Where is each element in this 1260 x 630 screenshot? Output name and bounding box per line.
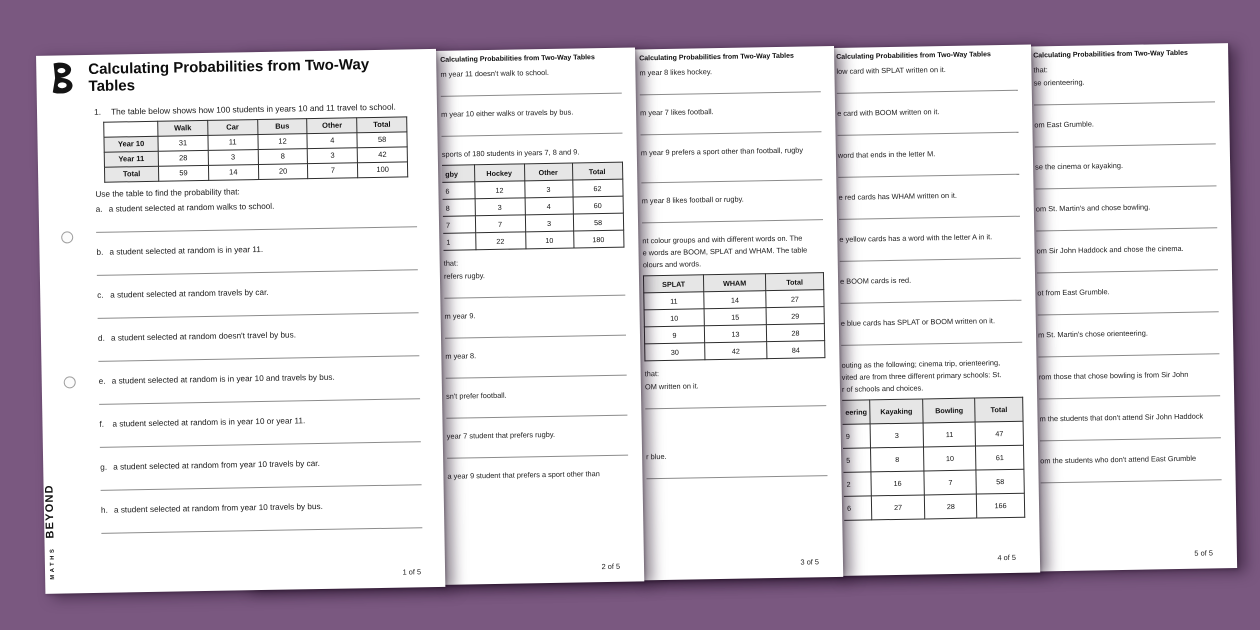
col-header: Other — [307, 118, 357, 134]
answer-line — [1040, 462, 1221, 483]
question-fragment: that: — [1033, 65, 1048, 75]
table-row — [844, 493, 1025, 520]
question-b — [96, 242, 417, 276]
table-cell: 22 — [475, 232, 525, 250]
table-corner-cell — [104, 121, 158, 137]
question-fragment: m year 8 likes hockey. — [639, 67, 713, 78]
col-header: Bus — [257, 118, 307, 134]
page-1-content — [88, 55, 422, 548]
question-1-intro — [94, 101, 415, 117]
table-cell: 4 — [525, 197, 573, 215]
table-cell: 42 — [357, 147, 407, 163]
page-number: 5 of 5 — [1194, 548, 1213, 558]
table-row — [843, 469, 1024, 496]
table-cell: 4 — [307, 133, 357, 149]
answer-line — [1034, 84, 1215, 105]
question-fragment: e red cards has WHAM written on it. — [838, 190, 957, 202]
table-cell: 58 — [357, 132, 407, 148]
spacer — [646, 419, 827, 452]
question-number: 1. — [93, 106, 102, 117]
table-cell: 8 — [443, 199, 475, 217]
question-fragment: se orienteering. — [1033, 77, 1085, 88]
question-fragment: that: — [644, 369, 660, 379]
answer-line — [642, 202, 823, 223]
table-cell: 5 — [843, 448, 870, 472]
page-number: 1 of 5 — [402, 567, 422, 577]
page-title: Calculating Probabilities from Two-Way Tables — [639, 52, 794, 63]
answer-line — [838, 157, 1019, 178]
col-header: Total — [975, 397, 1023, 422]
row-header: Year 10 — [104, 136, 158, 152]
answer-line — [646, 458, 827, 479]
paragraph-line: outing as the following; cinema trip, orienteering, — [841, 358, 1001, 370]
table-cell: 42 — [705, 342, 767, 360]
page-title: Calculating Probabilities from Two-Way Tables — [1033, 49, 1188, 60]
table-cell: 3 — [308, 148, 358, 164]
question-g — [100, 457, 421, 491]
table-cell: 9 — [644, 326, 704, 344]
answer-line — [837, 73, 1018, 94]
question-fragment: word that ends in the letter M. — [837, 149, 936, 160]
table-cell: 14 — [208, 164, 258, 180]
table-cell: 62 — [572, 179, 622, 197]
question-text: a student selected at random is in year 10 and travels by bus. — [111, 372, 335, 386]
answer-line — [1038, 336, 1219, 357]
answer-line — [645, 388, 826, 409]
question-fragment: r blue. — [646, 451, 667, 462]
question-fragment: se the cinema or kayaking. — [1035, 160, 1124, 172]
question-fragment: m year 8. — [445, 351, 477, 361]
question-intro-text: The table below shows how 100 students in years 10 and 11 travel to school. — [110, 101, 396, 117]
table-cell: 10 — [644, 309, 704, 327]
question-label: d. — [97, 333, 105, 343]
worksheet-title: Calculating Probabilities from Two-Way Tables — [88, 56, 370, 96]
intro-paragraph-fragment — [841, 358, 1023, 394]
col-header: gby — [442, 165, 474, 183]
col-header: Car — [207, 119, 257, 135]
table-cell: 7 — [443, 216, 475, 234]
paragraph-line: r of schools and choices. — [841, 383, 924, 394]
question-fragment: sn't prefer football. — [445, 390, 507, 401]
question-fragment: m year 7 likes football. — [640, 107, 714, 118]
page-number: 4 of 5 — [997, 552, 1017, 563]
table-cell: 11 — [923, 422, 975, 447]
table-row — [645, 341, 825, 361]
question-text: a student selected at random from year 10 travels by bus. — [113, 501, 323, 515]
question-f — [99, 414, 420, 448]
question-text: a student selected at random from year 10 travels by car. — [113, 458, 320, 472]
table-row — [443, 230, 623, 250]
table-row — [842, 397, 1023, 424]
answer-line — [445, 358, 626, 379]
table-cell: 31 — [158, 135, 208, 151]
hole-punch-mark — [61, 231, 73, 243]
table-cell: 15 — [704, 308, 766, 326]
question-d — [98, 328, 419, 362]
answer-line — [1037, 294, 1218, 315]
col-header: WHAM — [703, 274, 765, 292]
answer-line — [440, 76, 621, 97]
question-c — [97, 285, 418, 319]
table-cell: 28 — [158, 150, 208, 166]
two-way-table-travel — [103, 116, 408, 182]
table-cell: 3 — [870, 423, 924, 448]
question-fragment: m year 9 prefers a sport other than football, rugby — [640, 145, 804, 158]
table-cell: 30 — [645, 343, 705, 361]
answer-line — [839, 241, 1020, 262]
question-label: h. — [100, 505, 108, 515]
col-header: Other — [524, 163, 572, 181]
answer-line — [446, 398, 627, 419]
table-cell: 47 — [975, 421, 1023, 446]
col-header: Total — [572, 162, 622, 180]
col-header: Total — [765, 273, 823, 291]
answer-line — [445, 318, 626, 339]
table-cell: 7 — [924, 470, 976, 495]
question-text: a student selected at random is in year 10 or year 11. — [112, 416, 306, 429]
table-cell: 16 — [870, 471, 924, 496]
table-cell: 27 — [871, 495, 925, 520]
table-cell: 28 — [766, 324, 824, 342]
question-fragment: om East Grumble. — [1034, 119, 1095, 130]
table-cell: 8 — [258, 148, 308, 164]
table-cell: 3 — [475, 198, 525, 216]
worksheet-stack — [30, 33, 1239, 606]
two-way-table-cards — [643, 272, 825, 361]
question-fragment: m St. Martin's chose orienteering. — [1037, 328, 1148, 340]
col-header: Hockey — [474, 164, 524, 182]
table-cell: 3 — [525, 214, 573, 232]
table-cell: 59 — [158, 165, 208, 181]
table-cell: 2 — [843, 472, 870, 496]
page-title: Calculating Probabilities from Two-Way Tables — [440, 54, 595, 64]
answer-line — [1040, 420, 1221, 441]
question-fragment: low card with SPLAT written on it. — [836, 65, 946, 76]
paragraph-line: vited are from three different primary schools: St. — [841, 370, 1002, 382]
col-header: Kayaking — [869, 399, 923, 424]
table-row — [843, 445, 1024, 472]
question-text: a student selected at random travels by car. — [110, 287, 269, 300]
question-fragment: om St. Martin's and chose bowling. — [1035, 202, 1151, 214]
question-fragment: year 7 student that prefers rugby. — [446, 429, 556, 441]
paragraph-line: nt colour groups and with different words on. The — [642, 233, 803, 246]
question-fragment: OM written on it. — [644, 381, 699, 392]
question-text: a student selected at random doesn't travel by bus. — [110, 330, 297, 343]
page-4-visible-strip — [836, 51, 1025, 529]
table-cell: 84 — [767, 341, 825, 359]
question-fragment: refers rugby. — [443, 271, 485, 281]
table-cell: 14 — [704, 291, 766, 309]
answer-line — [839, 199, 1020, 220]
table-cell: 58 — [976, 469, 1024, 494]
brand-vertical-text — [43, 449, 73, 580]
page-5-visible-strip — [1033, 49, 1222, 498]
table-cell: 3 — [208, 149, 258, 165]
question-fragment: a year 9 student that prefers a sport other than — [447, 469, 600, 481]
table-cell: 6 — [844, 496, 871, 520]
table-cell: 12 — [258, 133, 308, 149]
question-fragment: m year 8 likes football or rugby. — [641, 194, 744, 206]
table-cell: 60 — [573, 196, 623, 214]
question-h — [101, 500, 422, 534]
table-cell: 61 — [976, 445, 1024, 470]
row-header: Total — [104, 166, 158, 182]
table-cell: 10 — [525, 231, 573, 249]
question-fragment: e yellow cards has a word with the letter A in it. — [839, 232, 993, 244]
question-fragment: m year 11 doesn't walk to school. — [440, 67, 549, 79]
table-cell: 13 — [704, 325, 766, 343]
table-cell: 20 — [258, 163, 308, 179]
table-cell: 7 — [308, 163, 358, 179]
beyond-logo-icon — [49, 62, 76, 93]
question-fragment: m year 9. — [444, 311, 476, 321]
answer-line — [447, 438, 628, 459]
answer-line — [841, 325, 1022, 346]
table-cell: 180 — [573, 230, 623, 248]
col-header: Walk — [158, 120, 208, 136]
intro-paragraph-fragment — [642, 233, 824, 269]
question-fragment: e BOOM cards is red. — [840, 275, 912, 286]
answer-line — [640, 74, 821, 95]
question-label: a. — [95, 204, 103, 214]
question-text: a student selected at random is in year 11. — [109, 244, 264, 257]
answer-line — [840, 283, 1021, 304]
table-row — [843, 421, 1024, 448]
question-a — [96, 199, 417, 233]
col-header: Total — [357, 117, 407, 133]
answer-line — [441, 116, 622, 137]
table-cell: 11 — [644, 292, 704, 310]
table-cell: 7 — [475, 215, 525, 233]
brand-maths-label: MATHS — [49, 546, 57, 580]
table-cell: 166 — [977, 493, 1025, 518]
table-cell: 100 — [358, 162, 408, 178]
page-number: 2 of 5 — [601, 561, 621, 572]
table-cell: 8 — [870, 447, 924, 472]
question-fragment: m year 10 either walks or travels by bus. — [441, 107, 574, 119]
table-cell: 28 — [925, 494, 977, 519]
col-header: eering — [842, 400, 869, 424]
table-cell: 58 — [573, 213, 623, 231]
question-label: e. — [98, 376, 106, 386]
worksheet-page-1 — [36, 49, 445, 594]
two-way-table-sports — [442, 162, 624, 251]
answer-line — [1037, 252, 1218, 273]
hole-punch-mark — [64, 376, 76, 388]
question-label: c. — [97, 290, 104, 300]
question-e — [99, 371, 420, 405]
question-fragment: e blue cards has SPLAT or BOOM written on it. — [840, 316, 996, 328]
brand-beyond-label: BEYOND — [43, 484, 57, 539]
page-2-visible-strip — [440, 54, 628, 481]
table-cell: 29 — [766, 307, 824, 325]
answer-line — [837, 115, 1018, 136]
table-cell: 12 — [474, 181, 524, 199]
question-label: f. — [99, 419, 105, 429]
col-header: Bowling — [923, 398, 975, 423]
question-fragment: om Sir John Haddock and chose the cinema. — [1036, 243, 1184, 256]
table-cell: 11 — [208, 134, 258, 150]
question-label: g. — [100, 462, 108, 472]
intro-fragment: sports of 180 students in years 7, 8 and 9. — [441, 147, 580, 159]
table-cell: 6 — [442, 182, 474, 200]
table-cell: 9 — [843, 424, 870, 448]
paragraph-line: olours and words. — [642, 259, 702, 270]
paragraph-line: e words are BOOM, SPLAT and WHAM. The table — [642, 245, 808, 258]
question-fragment: e card with BOOM written on it. — [837, 107, 940, 118]
two-way-table-schools — [842, 397, 1025, 521]
table-cell: 27 — [766, 290, 824, 308]
answer-line — [1036, 210, 1217, 231]
page-number: 3 of 5 — [800, 557, 820, 567]
question-fragment: ot from East Grumble. — [1037, 287, 1110, 298]
question-text: a student selected at random walks to school. — [108, 201, 275, 214]
answer-line — [641, 154, 822, 183]
table-cell: 10 — [924, 446, 976, 471]
question-fragment: m the students that don't attend Sir John Haddock — [1039, 411, 1204, 424]
answer-line — [444, 278, 625, 299]
question-fragment: rom those that chose bowling is from Sir John — [1038, 369, 1189, 382]
row-header: Year 11 — [104, 151, 158, 167]
answer-line — [1034, 126, 1215, 147]
question-label: b. — [96, 247, 104, 257]
table-cell: 1 — [443, 233, 475, 251]
answer-line — [1035, 168, 1216, 189]
instruction-text: Use the table to find the probability that: — [95, 187, 240, 199]
question-fragment: that: — [443, 258, 459, 268]
col-header: SPLAT — [643, 275, 703, 293]
answer-line — [640, 114, 821, 135]
answer-line — [1039, 378, 1220, 399]
table-cell: 3 — [524, 180, 572, 198]
page-3-visible-strip — [639, 52, 828, 492]
page-title: Calculating Probabilities from Two-Way Tables — [836, 51, 991, 61]
question-fragment: om the students who don't attend East Grumble — [1040, 453, 1197, 466]
